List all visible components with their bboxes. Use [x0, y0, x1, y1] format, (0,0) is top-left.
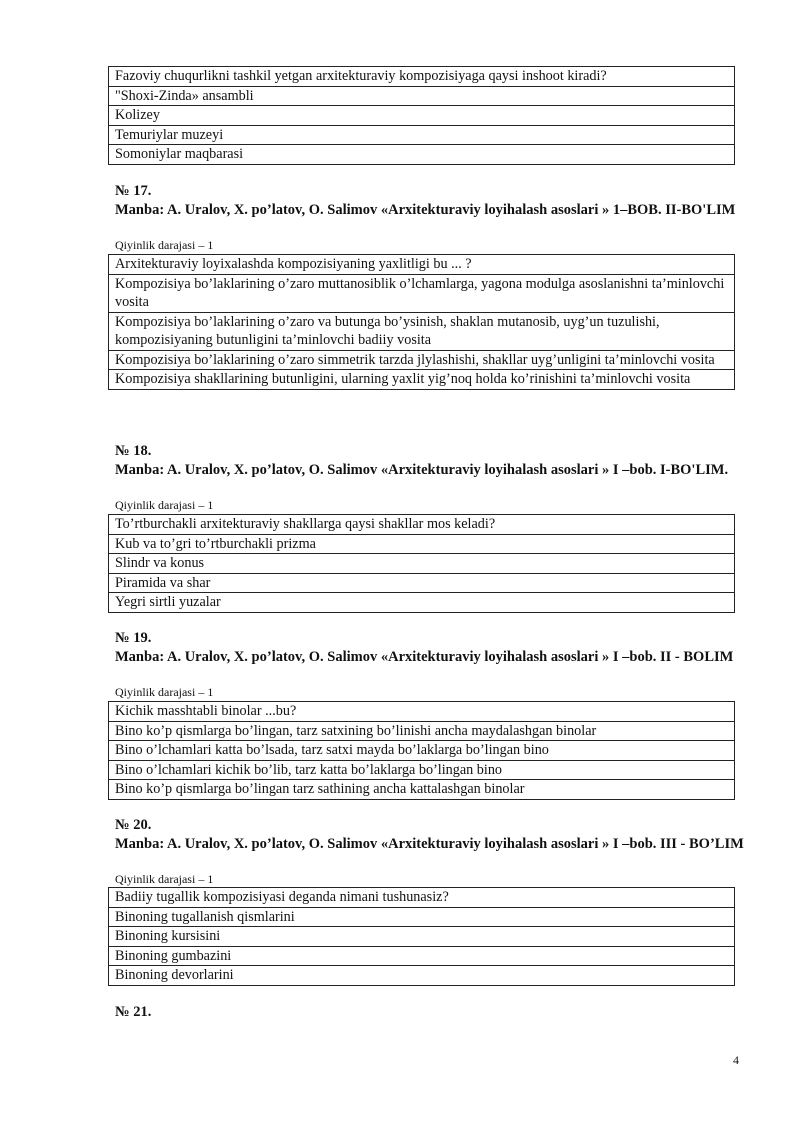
question-row: [109, 67, 735, 87]
question-19-number: № 19.: [115, 630, 152, 646]
answer-row: [109, 780, 735, 800]
question-row: [109, 515, 735, 535]
answer-option: Slindr va konus: [109, 554, 735, 574]
question-text: Kichik masshtabli binolar ...bu?: [109, 702, 735, 722]
question-18-number: № 18.: [115, 443, 152, 459]
answer-row: [109, 106, 735, 126]
question-20-source: Manba: A. Uralov, X. po’latov, O. Salimov «Arxitekturaviy loyihalash asoslari » I –bob. III - BO’LIM: [115, 836, 744, 852]
answer-option: Somoniylar maqbarasi: [109, 145, 735, 165]
question-row: [109, 255, 735, 275]
answer-row: [109, 907, 735, 927]
answer-row: [109, 350, 735, 370]
answer-row: [109, 721, 735, 741]
answer-row: [109, 145, 735, 165]
answer-option: Bino o’lchamlari katta bo’lsada, tarz satxi mayda bo’laklarga bo’lingan bino: [109, 741, 735, 761]
question-18-source: Manba: A. Uralov, X. po’latov, O. Salimov «Arxitekturaviy loyihalash asoslari » I –bob. I-BO'LIM.: [115, 462, 729, 478]
answer-option: Kompozisiya bo’laklarining o’zaro simmetrik tarzda jlylashishi, shakllar uyg’unligini ta’minlovchi vosita: [109, 350, 735, 370]
answer-option: Binoning gumbazini: [109, 946, 735, 966]
answer-row: [109, 86, 735, 106]
answer-option: Piramida va shar: [109, 573, 735, 593]
question-text: Fazoviy chuqurlikni tashkil yetgan arxitekturaviy kompozisiyaga qaysi inshoot kiradi?: [109, 67, 735, 87]
answer-row: [109, 534, 735, 554]
answer-row: [109, 966, 735, 986]
answer-row: [109, 554, 735, 574]
question-text: Badiiy tugallik kompozisiyasi deganda nimani tushunasiz?: [109, 888, 735, 908]
answer-option: Binoning devorlarini: [109, 966, 735, 986]
answer-option: Binoning kursisini: [109, 927, 735, 947]
answer-option: Kompozisiya shakllarining butunligini, ularning yaxlit yig’noq holda ko’rinishini ta’minlovchi vosita: [109, 370, 735, 390]
answer-option: Temuriylar muzeyi: [109, 125, 735, 145]
answer-row: [109, 927, 735, 947]
question-21-number: № 21.: [115, 1004, 152, 1020]
answer-option: Kompozisiya bo’laklarining o’zaro muttanosiblik o’lchamlarga, yagona modulga asoslanishni ta’minlovchi vosita: [109, 274, 735, 312]
question-19-source: Manba: A. Uralov, X. po’latov, O. Salimov «Arxitekturaviy loyihalash asoslari » I –bob. II - BOLIM: [115, 649, 734, 665]
answer-row: [109, 741, 735, 761]
question-19-table: [108, 701, 735, 800]
answer-row: [109, 125, 735, 145]
question-20-table: [108, 887, 735, 986]
question-17-source: Manba: A. Uralov, X. po’latov, O. Salimov «Arxitekturaviy loyihalash asoslari » 1–BOB. II-BO'LIM: [115, 202, 736, 218]
question-17-table: [108, 254, 735, 390]
answer-option: "Shoxi-Zinda» ansambli: [109, 86, 735, 106]
answer-row: [109, 593, 735, 613]
page-number: 4: [733, 1053, 739, 1067]
question-18-table: [108, 514, 735, 613]
question-row: [109, 888, 735, 908]
question-19-level: Qiyinlik darajasi – 1: [115, 685, 214, 699]
answer-option: Kub va to’gri to’rtburchakli prizma: [109, 534, 735, 554]
answer-option: Bino ko’p qismlarga bo’lingan tarz sathining ancha kattalashgan binolar: [109, 780, 735, 800]
answer-row: [109, 370, 735, 390]
answer-row: [109, 573, 735, 593]
answer-row: [109, 946, 735, 966]
answer-option: Binoning tugallanish qismlarini: [109, 907, 735, 927]
answer-option: Bino o’lchamlari kichik bo’lib, tarz katta bo’laklarga bo’lingan bino: [109, 760, 735, 780]
question-17-number: № 17.: [115, 183, 152, 199]
question-20-number: № 20.: [115, 817, 152, 833]
question-20-level: Qiyinlik darajasi – 1: [115, 872, 214, 886]
question-16-table: [108, 66, 735, 165]
question-row: [109, 702, 735, 722]
question-18-level: Qiyinlik darajasi – 1: [115, 498, 214, 512]
question-17-level: Qiyinlik darajasi – 1: [115, 238, 214, 252]
answer-row: [109, 312, 735, 350]
answer-option: Kolizey: [109, 106, 735, 126]
question-text: To’rtburchakli arxitekturaviy shakllarga qaysi shakllar mos keladi?: [109, 515, 735, 535]
answer-row: [109, 274, 735, 312]
answer-option: Yegri sirtli yuzalar: [109, 593, 735, 613]
answer-option: Bino ko’p qismlarga bo’lingan, tarz satxining bo’linishi ancha maydalashgan binolar: [109, 721, 735, 741]
answer-option: Kompozisiya bo’laklarining o’zaro va butunga bo’ysinish, shaklan mutanosib, uyg’un tuzulishi, kompozisiyaning butunligini ta’minlovchi badiiy vosita: [109, 312, 735, 350]
question-text: Arxitekturaviy loyixalashda kompozisiyaning yaxlitligi bu ... ?: [109, 255, 735, 275]
answer-row: [109, 760, 735, 780]
